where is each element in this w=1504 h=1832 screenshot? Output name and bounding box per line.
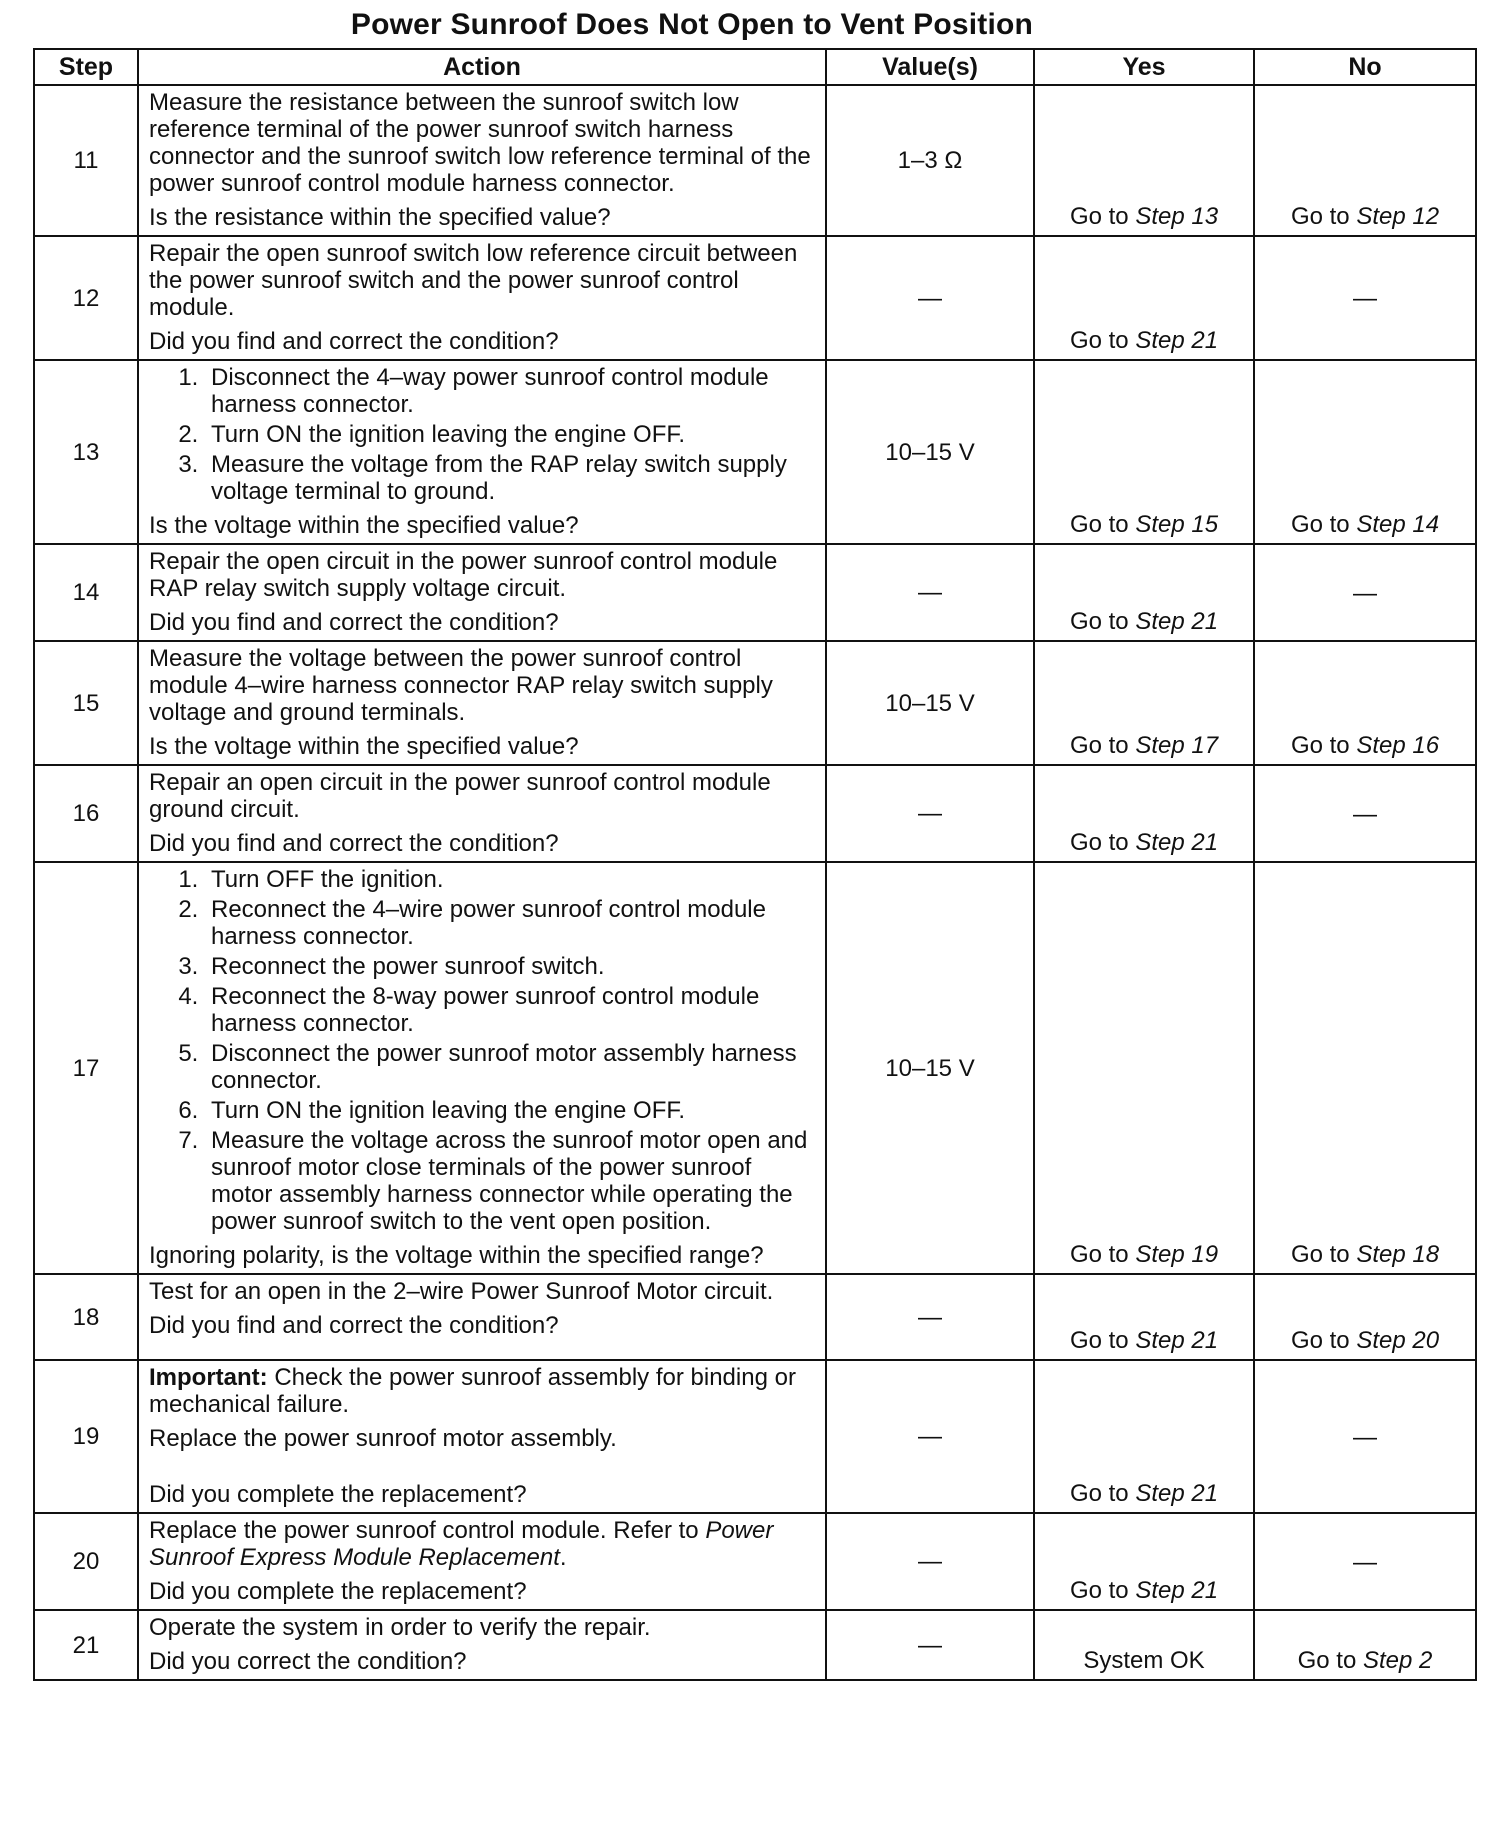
action-cell bbox=[138, 360, 826, 544]
column-header-yes: Yes bbox=[1034, 49, 1254, 85]
action-question: Ignoring polarity, is the voltage within the specified range? bbox=[149, 1242, 764, 1269]
value-cell: — bbox=[826, 544, 1034, 641]
step-reference: Step 21 bbox=[1135, 1577, 1219, 1604]
table-row bbox=[34, 1513, 1476, 1610]
outcome-prefix: Go to bbox=[1290, 1241, 1350, 1268]
no-outcome bbox=[1254, 1360, 1476, 1513]
outcome-prefix: Go to bbox=[1069, 1577, 1129, 1604]
no-outcome bbox=[1254, 85, 1476, 236]
important-text: Check the power sunroof assembly for binding or mechanical failure. bbox=[149, 1364, 796, 1418]
outcome-text: — bbox=[1353, 1423, 1377, 1451]
action-text bbox=[149, 89, 817, 197]
action-text bbox=[149, 769, 817, 823]
action-step: 4. Reconnect the 8-way power sunroof control module harness connector. bbox=[205, 983, 817, 1037]
action-step: 2. Turn ON the ignition leaving the engine OFF. bbox=[205, 421, 817, 448]
action-question: Did you complete the replacement? bbox=[149, 1481, 527, 1508]
action-cell bbox=[138, 765, 826, 862]
value-cell: — bbox=[826, 236, 1034, 360]
yes-outcome bbox=[1034, 360, 1254, 544]
value-cell: — bbox=[826, 1360, 1034, 1513]
outcome-prefix: Go to bbox=[1069, 1241, 1129, 1268]
outcome-text: — bbox=[1353, 579, 1377, 607]
step-reference: Step 15 bbox=[1135, 511, 1219, 538]
action-question: Did you find and correct the condition? bbox=[149, 1312, 559, 1339]
action-question: Did you correct the condition? bbox=[149, 1648, 467, 1675]
outcome-prefix: Go to bbox=[1297, 1647, 1357, 1674]
action-step: 3. Reconnect the power sunroof switch. bbox=[205, 953, 817, 980]
step-reference: Step 12 bbox=[1356, 203, 1440, 230]
step-reference: Step 17 bbox=[1135, 732, 1219, 759]
action-cell bbox=[138, 236, 826, 360]
action-cell bbox=[138, 641, 826, 765]
step-number: 16 bbox=[34, 765, 138, 862]
step-number: 15 bbox=[34, 641, 138, 765]
action-cell bbox=[138, 1360, 826, 1513]
yes-outcome bbox=[1034, 85, 1254, 236]
outcome-text: — bbox=[1353, 1548, 1377, 1576]
table-row bbox=[34, 85, 1476, 236]
step-reference: Step 16 bbox=[1356, 732, 1440, 759]
value-cell: 10–15 V bbox=[826, 360, 1034, 544]
value-cell: — bbox=[826, 765, 1034, 862]
yes-outcome bbox=[1034, 1513, 1254, 1610]
reference-link: Power Sunroof Express Module Replacement bbox=[149, 1517, 774, 1571]
action-text-body: Repair the open sunroof switch low reference circuit between the power sunroof switch and the power sunroof control module. bbox=[149, 240, 798, 321]
step-reference: Step 21 bbox=[1135, 1480, 1219, 1507]
action-text-body: Repair the open circuit in the power sunroof control module RAP relay switch supply voltage circuit. bbox=[149, 548, 778, 602]
action-text-body: Measure the voltage between the power sunroof control module 4–wire harness connector RAP relay switch supply voltage and ground terminals. bbox=[149, 645, 773, 726]
action-cell bbox=[138, 1274, 826, 1360]
no-outcome bbox=[1254, 765, 1476, 862]
step-reference: Step 21 bbox=[1135, 829, 1219, 856]
outcome-prefix: Go to bbox=[1069, 327, 1129, 354]
action-text bbox=[149, 1425, 817, 1452]
spacer bbox=[149, 1452, 817, 1474]
action-cell bbox=[138, 1610, 826, 1680]
outcome-prefix: Go to bbox=[1069, 829, 1129, 856]
column-header-no: No bbox=[1254, 49, 1476, 85]
table-row bbox=[34, 236, 1476, 360]
yes-outcome bbox=[1034, 641, 1254, 765]
step-reference: Step 2 bbox=[1362, 1647, 1433, 1674]
action-text-body: Test for an open in the 2–wire Power Sunroof Motor circuit. bbox=[149, 1278, 774, 1305]
outcome-text: — bbox=[1353, 800, 1377, 828]
table-row bbox=[34, 862, 1476, 1274]
outcome-prefix: Go to bbox=[1069, 203, 1129, 230]
action-text bbox=[149, 1614, 817, 1641]
no-outcome bbox=[1254, 236, 1476, 360]
table-row bbox=[34, 544, 1476, 641]
outcome-prefix: Go to bbox=[1069, 511, 1129, 538]
action-question: Did you complete the replacement? bbox=[149, 1578, 527, 1605]
action-question: Did you find and correct the condition? bbox=[149, 830, 559, 857]
action-question: Did you find and correct the condition? bbox=[149, 328, 559, 355]
action-cell bbox=[138, 544, 826, 641]
step-reference: Step 19 bbox=[1135, 1241, 1219, 1268]
action-text-body: Measure the resistance between the sunroof switch low reference terminal of the power sunroof switch harness connector and the sunroof switch low reference terminal of the power sunroof control module harness connector. bbox=[149, 89, 811, 197]
outcome-prefix: Go to bbox=[1069, 608, 1129, 635]
no-outcome bbox=[1254, 544, 1476, 641]
step-reference: Step 21 bbox=[1135, 608, 1219, 635]
action-text-body: Replace the power sunroof motor assembly. bbox=[149, 1425, 617, 1452]
value-cell: 1–3 Ω bbox=[826, 85, 1034, 236]
outcome-prefix: Go to bbox=[1069, 1480, 1129, 1507]
action-step: 3. Measure the voltage from the RAP relay switch supply voltage terminal to ground. bbox=[205, 451, 817, 505]
yes-outcome bbox=[1034, 1360, 1254, 1513]
outcome-prefix: Go to bbox=[1290, 203, 1350, 230]
action-step: 1. Turn OFF the ignition. bbox=[205, 866, 817, 893]
no-outcome bbox=[1254, 1610, 1476, 1680]
table-row bbox=[34, 641, 1476, 765]
page-title: Power Sunroof Does Not Open to Vent Position bbox=[350, 8, 1034, 41]
value-cell: — bbox=[826, 1610, 1034, 1680]
outcome-prefix: Go to bbox=[1290, 732, 1350, 759]
step-reference: Step 20 bbox=[1356, 1327, 1440, 1354]
important-label: Important: bbox=[149, 1364, 268, 1391]
action-question: Is the voltage within the specified value? bbox=[149, 512, 579, 539]
no-outcome bbox=[1254, 862, 1476, 1274]
table-row bbox=[34, 765, 1476, 862]
column-header-step: Step bbox=[34, 49, 138, 85]
yes-outcome bbox=[1034, 1610, 1254, 1680]
outcome-text: System OK bbox=[1083, 1647, 1205, 1674]
table-row bbox=[34, 1610, 1476, 1680]
step-reference: Step 14 bbox=[1356, 511, 1440, 538]
table-row bbox=[34, 1274, 1476, 1360]
step-reference: Step 18 bbox=[1356, 1241, 1440, 1268]
diagnostic-table bbox=[33, 48, 1477, 1681]
outcome-text: — bbox=[1353, 285, 1377, 312]
action-step: 5. Disconnect the power sunroof motor assembly harness connector. bbox=[205, 1040, 817, 1094]
yes-outcome bbox=[1034, 236, 1254, 360]
action-text-body: Replace the power sunroof control module. Refer to bbox=[149, 1517, 699, 1544]
step-reference: Step 13 bbox=[1135, 203, 1219, 230]
action-cell bbox=[138, 85, 826, 236]
value-cell: 10–15 V bbox=[826, 862, 1034, 1274]
no-outcome bbox=[1254, 1513, 1476, 1610]
action-step: 7. Measure the voltage across the sunroof motor open and sunroof motor close terminals of the power sunroof motor assembly harness connector while operating the power sunroof switch to the vent open position. bbox=[205, 1127, 817, 1235]
action-text-body: Repair an open circuit in the power sunroof control module ground circuit. bbox=[149, 769, 771, 823]
step-number: 18 bbox=[34, 1274, 138, 1360]
step-number: 17 bbox=[34, 862, 138, 1274]
action-steps-list bbox=[149, 866, 817, 1235]
action-text bbox=[149, 548, 817, 602]
action-step: 2. Reconnect the 4–wire power sunroof control module harness connector. bbox=[205, 896, 817, 950]
action-cell bbox=[138, 862, 826, 1274]
step-reference: Step 21 bbox=[1135, 327, 1219, 354]
outcome-prefix: Go to bbox=[1069, 1327, 1129, 1354]
action-question: Did you find and correct the condition? bbox=[149, 609, 559, 636]
yes-outcome bbox=[1034, 862, 1254, 1274]
step-number: 14 bbox=[34, 544, 138, 641]
action-text bbox=[149, 645, 817, 726]
table-row bbox=[34, 1360, 1476, 1513]
action-question: Is the voltage within the specified value? bbox=[149, 733, 579, 760]
step-number: 20 bbox=[34, 1513, 138, 1610]
action-cell bbox=[138, 1513, 826, 1610]
yes-outcome bbox=[1034, 544, 1254, 641]
yes-outcome bbox=[1034, 765, 1254, 862]
step-number: 13 bbox=[34, 360, 138, 544]
column-header-values: Value(s) bbox=[826, 49, 1034, 85]
action-text bbox=[149, 1517, 817, 1571]
value-cell: — bbox=[826, 1513, 1034, 1610]
step-number: 21 bbox=[34, 1610, 138, 1680]
action-text bbox=[149, 240, 817, 321]
action-text bbox=[149, 1278, 817, 1305]
no-outcome bbox=[1254, 1274, 1476, 1360]
outcome-prefix: Go to bbox=[1069, 732, 1129, 759]
value-cell: — bbox=[826, 1274, 1034, 1360]
outcome-prefix: Go to bbox=[1290, 511, 1350, 538]
action-question: Is the resistance within the specified value? bbox=[149, 204, 611, 231]
step-number: 11 bbox=[34, 85, 138, 236]
action-text-body: Operate the system in order to verify the repair. bbox=[149, 1614, 651, 1641]
important-note bbox=[149, 1364, 817, 1418]
step-reference: Step 21 bbox=[1135, 1327, 1219, 1354]
action-step: 6. Turn ON the ignition leaving the engine OFF. bbox=[205, 1097, 817, 1124]
outcome-prefix: Go to bbox=[1290, 1327, 1350, 1354]
yes-outcome bbox=[1034, 1274, 1254, 1360]
action-steps-list bbox=[149, 364, 817, 505]
no-outcome bbox=[1254, 360, 1476, 544]
value-cell: 10–15 V bbox=[826, 641, 1034, 765]
no-outcome bbox=[1254, 641, 1476, 765]
step-number: 19 bbox=[34, 1360, 138, 1513]
column-header-action: Action bbox=[138, 49, 826, 85]
header-row bbox=[34, 49, 1476, 85]
table-row bbox=[34, 360, 1476, 544]
reference-suffix: . bbox=[559, 1544, 567, 1571]
action-step: 1. Disconnect the 4–way power sunroof control module harness connector. bbox=[205, 364, 817, 418]
step-number: 12 bbox=[34, 236, 138, 360]
